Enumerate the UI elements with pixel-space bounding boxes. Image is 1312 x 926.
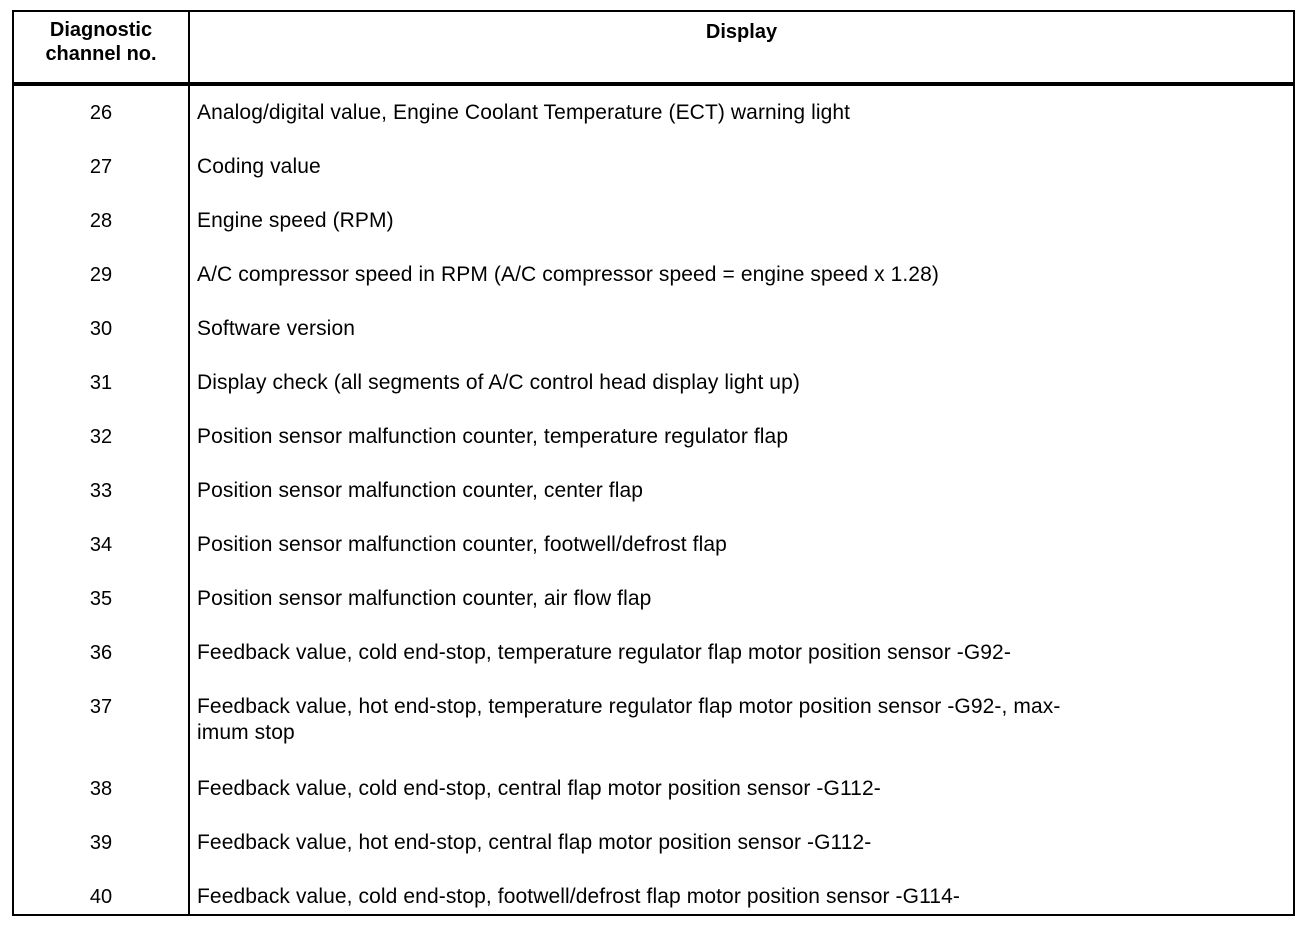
channel-number: 33 <box>89 480 113 502</box>
diagnostic-channel-table <box>12 10 1295 916</box>
channel-number: 28 <box>89 210 113 232</box>
display-description: Position sensor malfunction counter, footwell/defrost flap <box>197 533 727 556</box>
channel-number: 27 <box>89 156 113 178</box>
display-description: Software version <box>197 317 356 340</box>
channel-number: 30 <box>89 318 113 340</box>
header-channel-no <box>14 12 188 66</box>
header-display: Display <box>705 21 778 43</box>
display-description: Engine speed (RPM) <box>197 209 394 232</box>
display-description: Coding value <box>197 155 321 178</box>
display-description-line1: Feedback value, hot end-stop, temperature regulator flap motor position sensor -G92-, max- <box>197 695 1061 718</box>
display-description <box>197 694 1279 746</box>
table-header-row <box>14 12 1293 86</box>
channel-number: 39 <box>89 832 113 854</box>
display-description: Analog/digital value, Engine Coolant Temperature (ECT) warning light <box>197 101 851 124</box>
channel-number: 29 <box>89 264 113 286</box>
display-description: Feedback value, cold end-stop, footwell/defrost flap motor position sensor -G114- <box>197 885 960 908</box>
channel-number: 35 <box>89 588 113 610</box>
channel-number: 26 <box>89 102 113 124</box>
channel-number: 38 <box>89 778 113 800</box>
display-description: Position sensor malfunction counter, temperature regulator flap <box>197 425 789 448</box>
channel-number: 36 <box>89 642 113 664</box>
header-channel-line1: Diagnostic <box>49 19 153 41</box>
header-channel-line2: channel no. <box>45 43 157 65</box>
channel-number: 32 <box>89 426 113 448</box>
display-description: Feedback value, hot end-stop, central flap motor position sensor -G112- <box>197 831 872 854</box>
channel-number: 40 <box>89 886 113 908</box>
channel-number: 37 <box>89 696 113 718</box>
column-divider <box>188 12 190 914</box>
display-description: Display check (all segments of A/C control head display light up) <box>197 371 800 394</box>
display-description: Feedback value, cold end-stop, temperature regulator flap motor position sensor -G92- <box>197 641 1011 664</box>
display-description-line2: imum stop <box>197 721 295 744</box>
channel-number: 34 <box>89 534 113 556</box>
channel-number: 31 <box>89 372 113 394</box>
display-description: Position sensor malfunction counter, center flap <box>197 479 644 502</box>
display-description: Position sensor malfunction counter, air flow flap <box>197 587 652 610</box>
display-description: A/C compressor speed in RPM (A/C compressor speed = engine speed x 1.28) <box>197 263 939 286</box>
display-description: Feedback value, cold end-stop, central flap motor position sensor -G112- <box>197 777 881 800</box>
